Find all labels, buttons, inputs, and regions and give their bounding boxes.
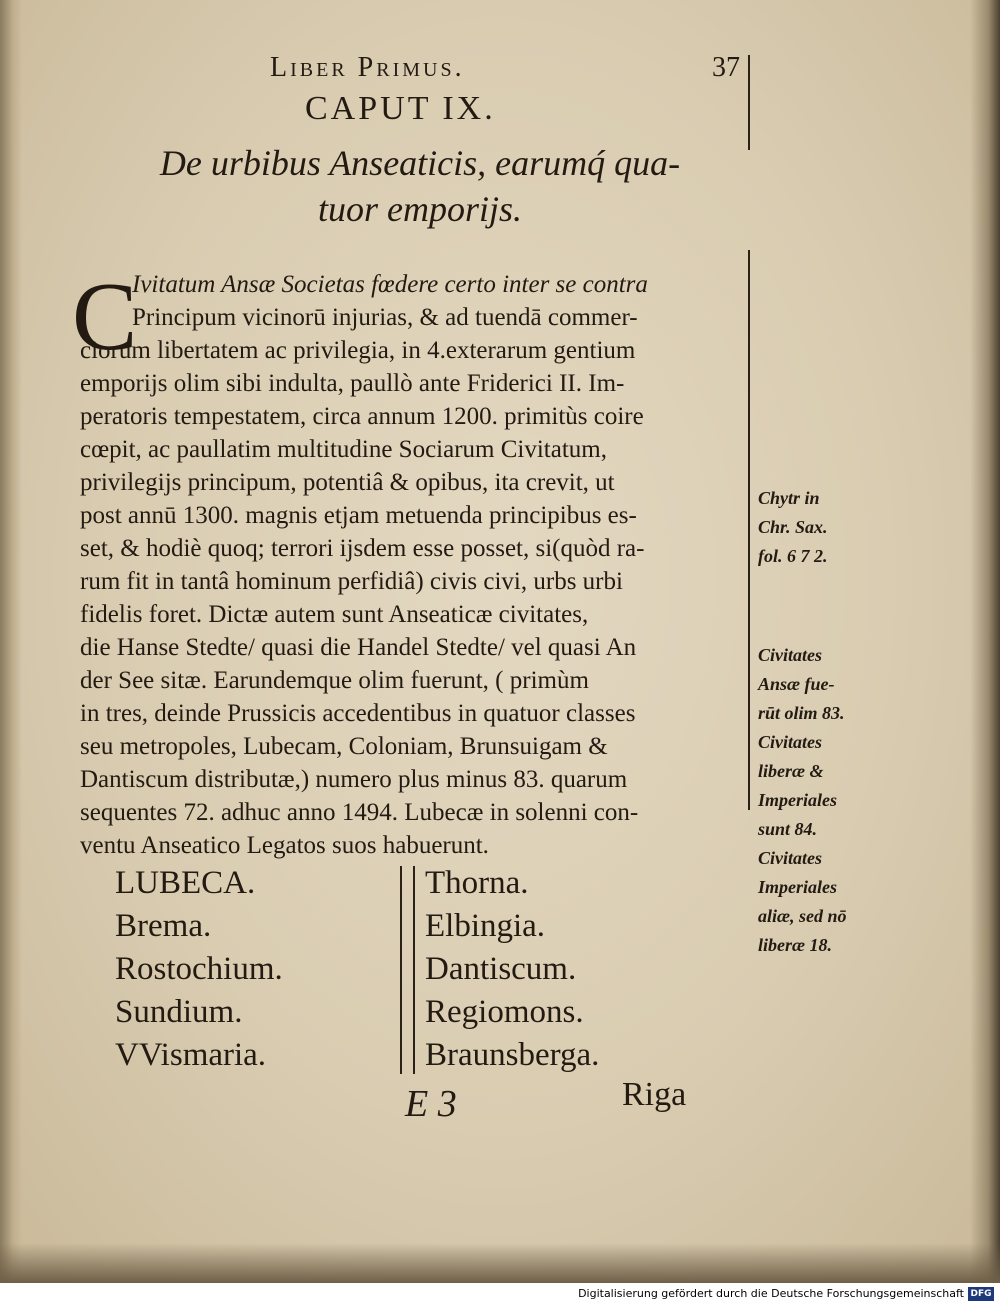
marginal-note-line: Ansæ fue- xyxy=(758,674,835,694)
body-line: die Hanse Stedte/ quasi die Handel Stedte/ vel quasi An xyxy=(80,634,637,661)
city-name: Sundium. xyxy=(115,994,243,1030)
marginal-note-line: liberæ & xyxy=(758,761,824,781)
footer-credit: Digitalisierung gefördert durch die Deutsche Forschungsgemeinschaft xyxy=(578,1287,964,1300)
body-line: emporijs olim sibi indulta, paullò ante Friderici II. Im- xyxy=(80,370,625,397)
running-head: Liber Primus. xyxy=(270,52,465,83)
margin-rule-top xyxy=(748,55,750,150)
marginal-note-line: fol. 6 7 2. xyxy=(758,546,828,566)
marginal-note-civitates xyxy=(758,641,847,960)
page-bottom-edge xyxy=(0,1243,1000,1283)
marginal-note-line: Chytr in xyxy=(758,488,820,508)
chapter-title-line-2: tuor emporijs. xyxy=(317,189,522,229)
body-line: fidelis foret. Dictæ autem sunt Anseaticæ civitates, xyxy=(80,601,589,628)
city-name: Thorna. xyxy=(425,865,529,901)
body-line: Dantiscum distributæ,) numero plus minus 83. quarum xyxy=(80,766,628,793)
marginal-note-line: Chr. Sax. xyxy=(758,517,828,537)
marginal-note-line: sunt 84. xyxy=(758,819,818,839)
city-name: Brema. xyxy=(115,908,212,944)
catchword: Riga xyxy=(622,1076,687,1113)
body-line: seu metropoles, Lubecam, Coloniam, Brunsuigam & xyxy=(80,733,608,760)
city-name: VVismaria. xyxy=(115,1037,267,1073)
body-line: der See sitæ. Earundemque olim fuerunt, ( primùm xyxy=(80,667,589,694)
city-column-rule xyxy=(400,866,402,1074)
body-line: Ivitatum Ansæ Societas fœdere certo inter se contra xyxy=(132,271,648,298)
city-column-right xyxy=(425,862,725,1077)
page-number: 37 xyxy=(712,52,740,83)
marginal-note-line: Civitates xyxy=(758,645,822,665)
chapter-title-line-1: De urbibus Anseaticis, earumq́ qua- xyxy=(159,143,681,183)
body-line: post annū 1300. magnis etjam metuenda principibus es- xyxy=(80,502,637,529)
city-column-rule xyxy=(413,866,415,1074)
city-name: Regiomons. xyxy=(425,994,584,1030)
body-line: ciorum libertatem ac privilegia, in 4.exterarum gentium xyxy=(80,337,636,364)
city-name: Rostochium. xyxy=(115,951,283,987)
marginal-note-line: Civitates xyxy=(758,848,822,868)
body-line: rum fit in tantâ hominum perfidiâ) civis civi, urbs urbi xyxy=(80,568,623,595)
body-line: sequentes 72. adhuc anno 1494. Lubecæ in solenni con- xyxy=(80,799,639,826)
margin-rule-main xyxy=(748,250,750,810)
body-line: privilegijs principum, potentiâ & opibus, ita crevit, ut xyxy=(80,469,615,496)
chapter-heading: CAPUT IX. xyxy=(305,90,496,127)
marginal-note-line: liberæ 18. xyxy=(758,935,832,955)
body-line: set, & hodiè quoq; terrori ijsdem esse posset, si(quòd ra- xyxy=(80,535,645,562)
dfg-logo-icon: DFG xyxy=(968,1287,994,1301)
marginal-note-line: Imperiales xyxy=(758,790,837,810)
city-name: Braunsberga. xyxy=(425,1037,600,1073)
marginal-note-line: Civitates xyxy=(758,732,822,752)
chapter-title xyxy=(110,140,730,232)
body-line: cœpit, ac paullatim multitudine Sociarum Civitatum, xyxy=(80,436,607,463)
body-line: in tres, deinde Prussicis accedentibus in quatuor classes xyxy=(80,700,636,727)
body-line: peratoris tempestatem, circa annum 1200. primitùs coire xyxy=(80,403,644,430)
body-line: Principum vicinorū injurias, & ad tuendā commer- xyxy=(132,304,638,331)
signature-mark: E 3 xyxy=(405,1083,457,1125)
marginal-note-citation xyxy=(758,484,828,571)
body-line: ventu Anseatico Legatos suos habuerunt. xyxy=(80,832,489,859)
marginal-note-line: Imperiales xyxy=(758,877,837,897)
city-name: Elbingia. xyxy=(425,908,546,944)
digitization-footer xyxy=(0,1283,1000,1306)
page-left-edge xyxy=(0,0,22,1283)
city-name: Dantiscum. xyxy=(425,951,577,987)
city-column-left xyxy=(115,862,395,1077)
drop-capital: C xyxy=(72,263,138,371)
page-right-edge xyxy=(970,0,1000,1283)
marginal-note-line: rūt olim 83. xyxy=(758,703,845,723)
marginal-note-line: aliæ, sed nō xyxy=(758,906,847,926)
city-name: LUBECA. xyxy=(115,865,256,901)
